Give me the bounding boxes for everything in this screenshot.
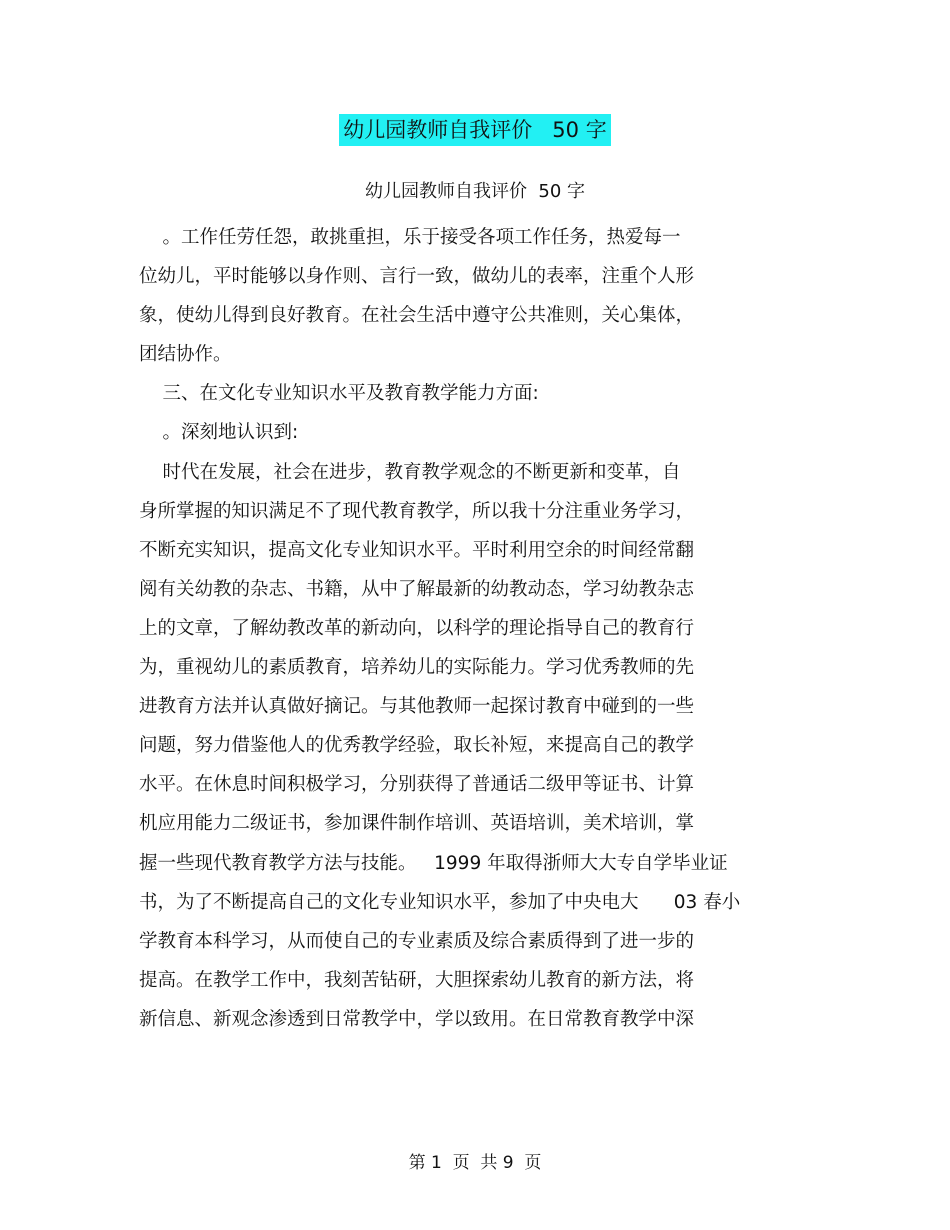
body-line: 问题，努力借鉴他人的优秀教学经验，取长补短，来提高自己的教学 <box>139 735 695 757</box>
body-line: 机应用能力二级证书，参加课件制作培训、英语培训，美术培训，掌 <box>139 813 695 835</box>
body-line: 身所掌握的知识满足不了现代教育教学，所以我十分注重业务学习， <box>139 500 695 522</box>
body-line: 进教育方法并认真做好摘记。与其他教师一起探讨教育中碰到的一些 <box>139 696 695 718</box>
body-line: 。工作任劳任怨，敢挑重担，乐于接受各项工作任务，热爱每一 <box>139 227 681 248</box>
document-body <box>139 218 809 1039</box>
body-line: 握一些现代教育教学方法与技能。 1999 年取得浙师大大专自学毕业证 <box>139 852 728 874</box>
body-line: 学教育本科学习，从而使自己的专业素质及综合素质得到了进一步的 <box>139 930 695 952</box>
document-subtitle: 幼儿园教师自我评价 50 字 <box>364 181 586 202</box>
body-line: 上的文章，了解幼教改革的新动向，以科学的理论指导自己的教育行 <box>139 617 695 639</box>
body-line: 时代在发展，社会在进步，教育教学观念的不断更新和变革，自 <box>139 461 681 483</box>
body-line: 书，为了不断提高自己的文化专业知识水平，参加了中央电大 03 春小 <box>139 891 741 913</box>
body-line: 三、在文化专业知识水平及教育教学能力方面: <box>139 383 539 405</box>
body-line: 提高。在教学工作中，我刻苦钻研，大胆探索幼儿教育的新方法，将 <box>139 969 695 991</box>
body-line: 水平。在休息时间积极学习，分别获得了普通话二级甲等证书、计算 <box>139 774 695 796</box>
body-line: 阅有关幼教的杂志、书籍，从中了解最新的幼教动态，学习幼教杂志 <box>139 578 695 600</box>
body-line: 不断充实知识，提高文化专业知识水平。平时利用空余的时间经常翻 <box>139 539 695 561</box>
document-title: 幼儿园教师自我评价 50 字 <box>339 114 610 146</box>
body-line: 。深刻地认识到: <box>139 422 299 444</box>
body-line: 象，使幼儿得到良好教育。在社会生活中遵守公共准则，关心集体， <box>139 305 695 327</box>
title-container <box>0 114 950 146</box>
body-line: 位幼儿，平时能够以身作则、言行一致，做幼儿的表率，注重个人形 <box>139 266 695 288</box>
page-footer: 第 1 页 共 9 页 <box>408 1153 542 1173</box>
body-line: 为，重视幼儿的素质教育，培养幼儿的实际能力。学习优秀教师的先 <box>139 657 695 679</box>
body-line: 新信息、新观念渗透到日常教学中，学以致用。在日常教育教学中深 <box>139 1008 695 1030</box>
body-line: 团结协作。 <box>139 344 232 366</box>
